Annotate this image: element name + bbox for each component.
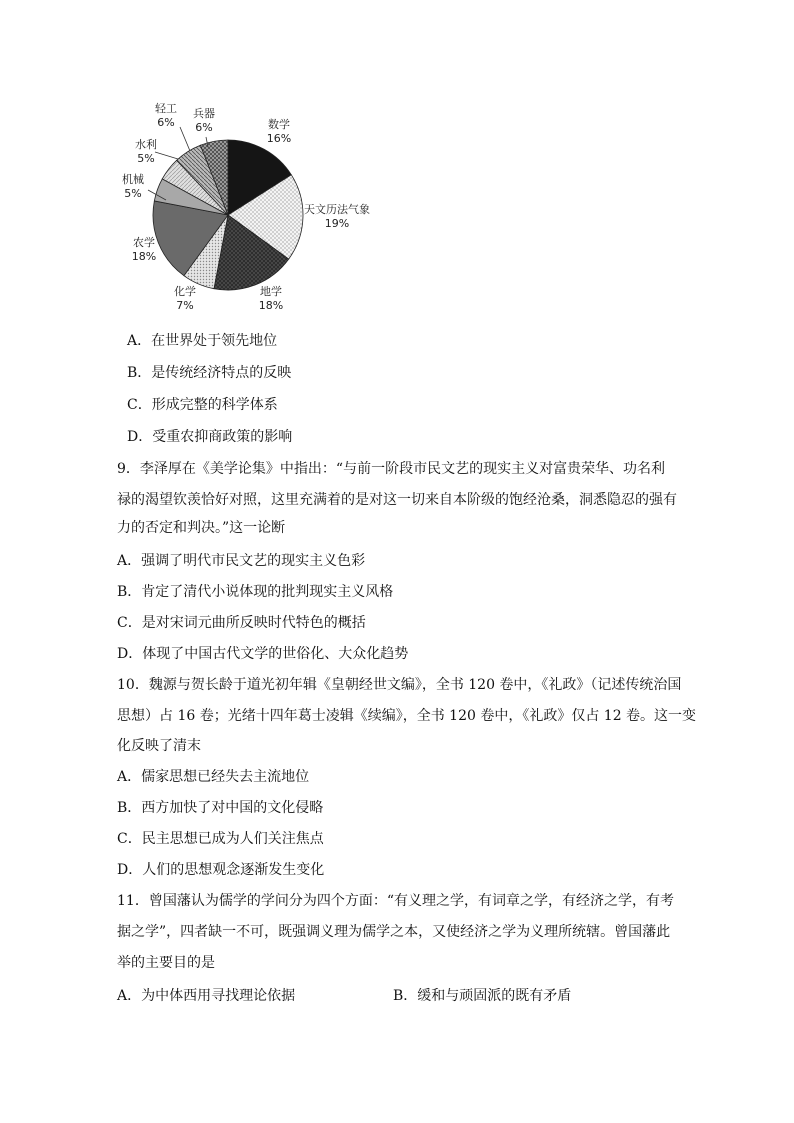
q9-option-d: D．体现了中国古代文学的世俗化、大众化趋势 xyxy=(117,646,409,662)
pie-label-6: 水利 xyxy=(135,138,157,151)
q9-option-b: B．肯定了清代小说体现的批判现实主义风格 xyxy=(117,584,394,600)
pie-pct-8: 6% xyxy=(195,121,213,134)
q9-option-a: A．强调了明代市民文艺的现实主义色彩 xyxy=(117,553,366,569)
q11-stem-line-3: 举的主要目的是 xyxy=(117,955,215,971)
pie-label-1: 天文历法气象 xyxy=(304,203,370,216)
pie-leader-6 xyxy=(155,152,178,159)
q10-option-c: C．民主思想已成为人们关注焦点 xyxy=(117,831,324,847)
q11-option-a: A．为中体西用寻找理论依据 xyxy=(117,988,296,1004)
q10-stem-line-2: 思想）占 16 卷；光绪十四年葛士凌辑《续编》，全书 120 卷中，《礼政》仅占 12 卷。这一变 xyxy=(117,708,697,724)
pie-label-7: 轻工 xyxy=(155,102,177,115)
q10-stem-line-3: 化反映了清末 xyxy=(117,738,201,754)
pie-chart xyxy=(100,95,430,330)
pie-pct-7: 6% xyxy=(157,116,175,129)
pie-label-4: 农学 xyxy=(133,236,155,249)
q8-option-c: C．形成完整的科学体系 xyxy=(127,397,278,413)
q10-option-d: D．人们的思想观念逐渐发生变化 xyxy=(117,862,325,878)
pie-pct-1: 19% xyxy=(324,217,350,230)
q8-option-b: B．是传统经济特点的反映 xyxy=(127,365,292,381)
pie-label-5: 机械 xyxy=(122,173,144,186)
pie-label-3: 化学 xyxy=(174,285,196,298)
q11-stem-line-1: 11．曾国藩认为儒学的学问分为四个方面：“有义理之学，有词章之学，有经济之学，有考 xyxy=(117,893,674,909)
q10-option-a: A．儒家思想已经失去主流地位 xyxy=(117,769,310,785)
pie-label-0: 数学 xyxy=(268,118,290,131)
q9-stem-line-2: 禄的渴望钦羡恰好对照，这里充满着的是对这一切来自本阶级的饱经沧桑，洞悉隐忍的强有 xyxy=(117,492,677,508)
pie-pct-2: 18% xyxy=(258,299,284,312)
q9-stem-line-1: 9．李泽厚在《美学论集》中指出：“与前一阶段市民文艺的现实主义对富贵荣华、功名利 xyxy=(117,461,666,477)
pie-label-8: 兵器 xyxy=(193,107,215,120)
q8-option-d: D．受重农抑商政策的影响 xyxy=(127,429,293,445)
pie-leader-7 xyxy=(180,127,190,151)
q9-option-c: C．是对宋词元曲所反映时代特色的概括 xyxy=(117,615,366,631)
pie-label-2: 地学 xyxy=(260,285,282,298)
q11-option-b: B．缓和与顽固派的既有矛盾 xyxy=(393,988,572,1004)
pie-pct-0: 16% xyxy=(266,132,292,145)
q9-stem-line-3: 力的否定和判决。”这一论断 xyxy=(117,520,286,536)
pie-pct-6: 5% xyxy=(137,152,155,165)
q8-option-a: A．在世界处于领先地位 xyxy=(127,333,278,349)
q10-stem-line-1: 10．魏源与贺长龄于道光初年辑《皇朝经世文编》，全书 120 卷中，《礼政》（记述传统治国 xyxy=(117,677,682,693)
pie-pct-4: 18% xyxy=(131,250,157,263)
pie-pct-5: 5% xyxy=(124,187,142,200)
q11-stem-line-2: 据之学”，四者缺一不可，既强调义理为儒学之本，又使经济之学为义理所统辖。曾国藩此 xyxy=(117,924,671,940)
q10-option-b: B．西方加快了对中国的文化侵略 xyxy=(117,800,324,816)
pie-pct-3: 7% xyxy=(176,299,194,312)
